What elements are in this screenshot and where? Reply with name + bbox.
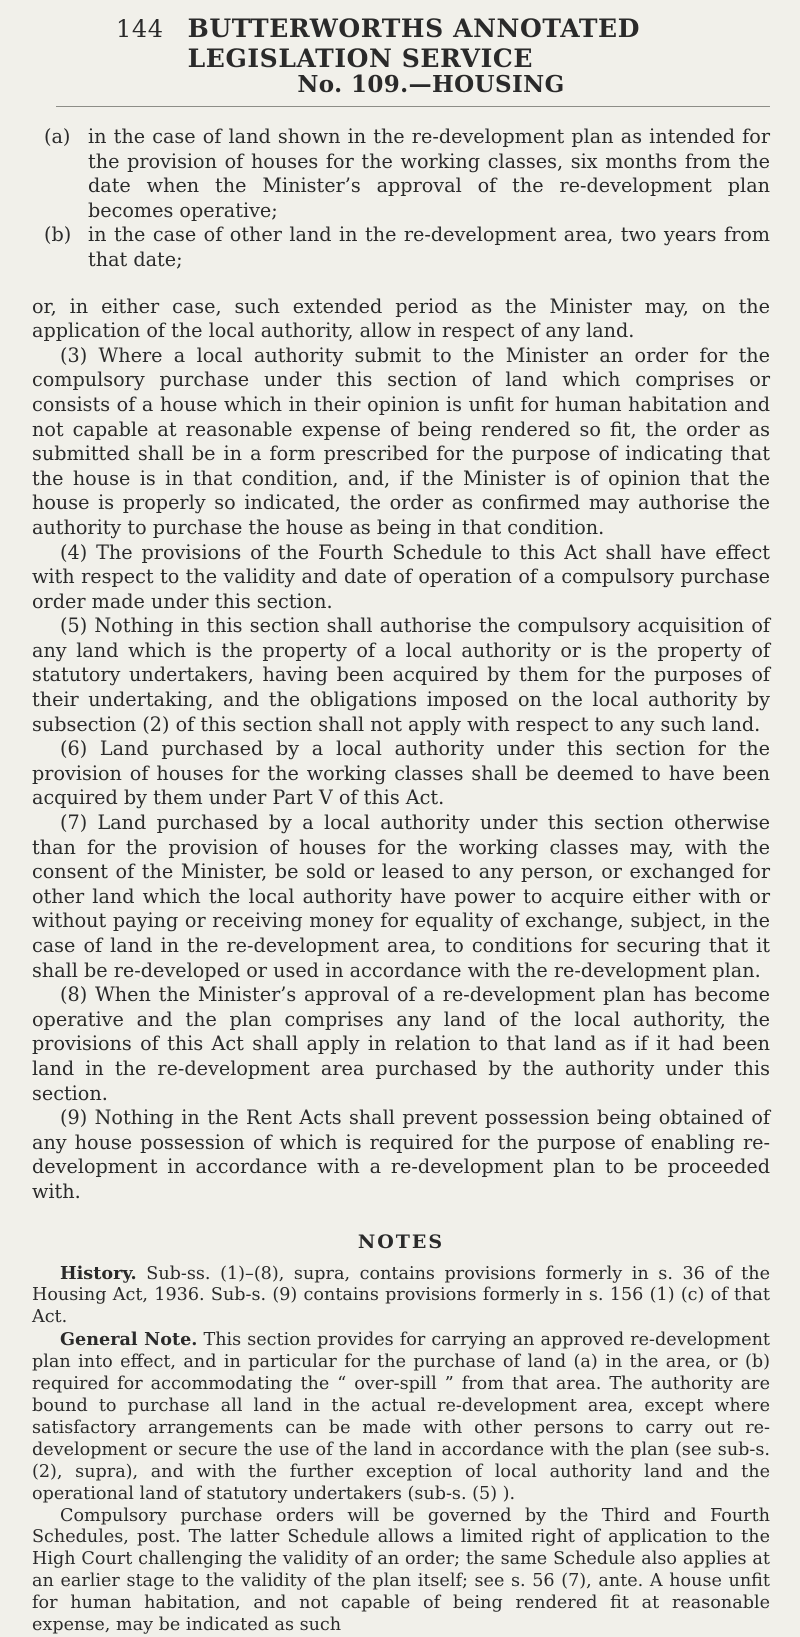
subsection-4: (4) The provisions of the Fourth Schedule to this Act shall have effect with respect to the validity and date of operation of a compulsory purchase order made under this section. (32, 540, 770, 613)
clause-text: in the case of land shown in the re-development plan as intended for the provision of houses for the working classes, six months from the date when the Minister’s approval of the re-development plan becomes operative; (88, 125, 770, 222)
publication-title: BUTTERWORTHS ANNOTATED LEGISLATION SERVICE (187, 14, 640, 73)
note-lead: General Note. (60, 1329, 198, 1351)
subsection-5: (5) Nothing in this section shall authorise the compulsory acquisition of any land which is the property of a local authority or is the property of statutory undertakers, having been acquired by them for the purposes of their undertaking, and the obligations imposed on the local authority by subsection (2) of this section shall not apply with respect to any such land. (32, 614, 770, 736)
paragraph-continuation: or, in either case, such extended period as the Minister may, on the application of the local authority, allow in respect of any land. (32, 294, 770, 343)
subsection-6: (6) Land purchased by a local authority under this section for the provision of houses for the working classes shall be deemed to have been acquired by them under Part V of this Act. (32, 737, 770, 810)
clause-label: (a) (44, 125, 71, 148)
note-general (32, 1329, 770, 1505)
notes-section (32, 1263, 770, 1637)
statute-text (32, 125, 770, 1205)
clause-text: in the case of other land in the re-development area, two years from that date; (88, 223, 770, 271)
note-body: Sub-ss. (1)–(8), supra, contains provisions formerly in s. 36 of the Housing Act, 1936. Sub-s. (9) contains provisions formerly in s. 156 (1) (c) of that Act. (32, 1263, 770, 1328)
chapter-title: No. 109.—HOUSING (297, 71, 565, 98)
note-compulsory-purchase: Compulsory purchase orders will be governed by the Third and Fourth Schedules, post. The latter Schedule allows a limited right of application to the High Court challenging the validity of an order; the same Schedule also applies at an earlier stage to the validity of the plan itself; see s. 56 (7), ante. A house unfit for human habitation, and not capable of being rendered fit at reasonable expense, may be indicated as such (32, 1505, 770, 1636)
header-rule (56, 106, 770, 107)
subsection-7: (7) Land purchased by a local authority under this section otherwise than for the provision of houses for the working classes may, with the consent of the Minister, be sold or leased to any person, or exchanged for other land which the local authority have power to acquire either with or without paying or receiving money for equality of exchange, subject, in the case of land in the re-development area, to conditions for securing that it shall be re-developed or used in accordance with the re-development plan. (32, 811, 770, 982)
clause-a (32, 125, 770, 223)
note-history (32, 1263, 770, 1330)
subsection-9: (9) Nothing in the Rent Acts shall prevent possession being obtained of any house possession of which is required for the purpose of enabling re-development in accordance with a re-development plan to be proceeded with. (32, 1106, 770, 1203)
note-body: This section provides for carrying an approved re-development plan into effect, and in particular for the purchase of land (a) in the area, or (b) required for accommodating the “ over-spill ” from that area. The authority are bound to purchase all land in the actual re-development area, except where satisfactory arrangements can be made with other persons to carry out re-development or secure the use of the land in accordance with the plan (see sub-s. (2), supra), and with the further exception of local authority land and the operational land of statutory undertakers (sub-s. (5) ). (32, 1330, 770, 1504)
running-head (32, 14, 770, 74)
clause-label: (b) (44, 223, 72, 247)
subsection-3: (3) Where a local authority submit to the Minister an order for the compulsory purchase under this section of land which comprises or consists of a house which in their opinion is unfit for human habitation and not capable at reasonable expense of being rendered so fit, the order as submitted shall be in a form prescribed for the purpose of indicating that the house is in that condition, and, if the Minister is of opinion that the house is properly so indicated, the order as confirmed may authorise the authority to purchase the house as being in that condition. (32, 343, 770, 539)
note-lead: History. (60, 1262, 137, 1284)
page-number: 144 (116, 15, 164, 43)
clause-b (32, 223, 770, 272)
notes-heading: NOTES (357, 1230, 445, 1253)
subsection-8: (8) When the Minister’s approval of a re-development plan has become operative and the plan comprises any land of the local authority, the provisions of this Act shall apply in relation to that land as if it had been land in the re-development area purchased by the authority under this section. (32, 983, 770, 1105)
